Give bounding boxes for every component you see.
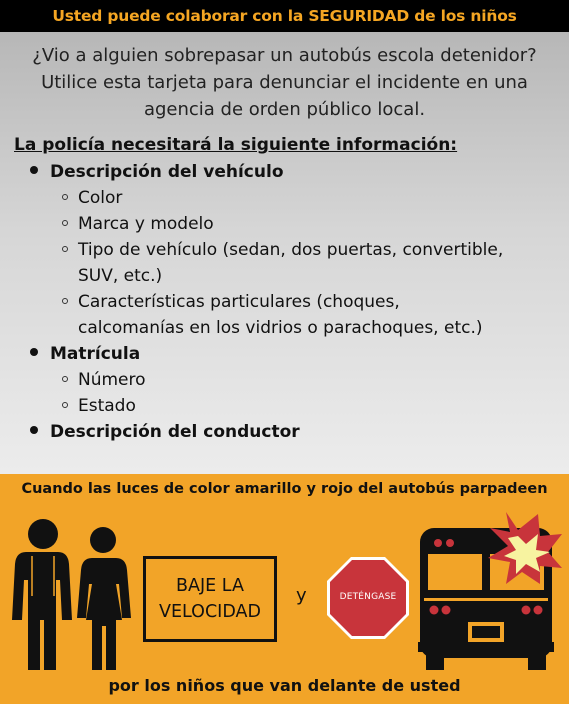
footer-text: por los niños que van delante de usted	[108, 676, 461, 695]
intro-line: ¿Vio a alguien sobrepasar un autobús escola detenidor?	[32, 45, 537, 66]
sub-item	[62, 214, 214, 234]
intro-line: Utilice esta tarjeta para denunciar el incidente en una	[41, 72, 528, 93]
sub-item-continued: calcomanías en los vidrios o parachoques, etc.)	[78, 318, 483, 338]
warning-heading: Cuando las luces de color amarillo y rojo del autobús parpadeen	[21, 481, 548, 497]
sub-item	[62, 396, 136, 416]
sub-item	[62, 188, 122, 208]
sub-item-label: Color	[78, 188, 123, 208]
sub-item-label: Tipo de vehículo (sedan, dos puertas, convertible,	[78, 240, 504, 260]
sub-item	[62, 370, 146, 390]
slow-line: BAJE LA	[176, 576, 244, 596]
circle-bullet-icon	[62, 402, 68, 408]
children-icon	[10, 514, 136, 670]
intro-text	[0, 42, 569, 123]
info-heading: La policía necesitará la siguiente información:	[14, 135, 458, 155]
slow-line: VELOCIDAD	[159, 602, 261, 622]
circle-bullet-icon	[62, 220, 68, 226]
vehicle-label: Descripción del vehículo	[50, 162, 284, 182]
page-title	[0, 0, 569, 32]
school-bus-icon	[414, 510, 564, 672]
circle-bullet-icon	[62, 376, 68, 382]
list-item-driver	[30, 422, 300, 442]
driver-label: Descripción del conductor	[50, 422, 300, 442]
sub-item-continued: SUV, etc.)	[78, 266, 163, 286]
slow-down-box	[143, 556, 277, 642]
bullet-icon	[30, 426, 38, 434]
sub-item	[62, 292, 400, 312]
page-title-text: Usted puede colaborar con la SEGURIDAD de los niños	[52, 7, 517, 25]
stop-label: DETÉNGASE	[339, 592, 397, 602]
and-label: y	[296, 585, 307, 606]
bullet-icon	[30, 166, 38, 174]
list-item-vehicle	[30, 162, 284, 182]
circle-bullet-icon	[62, 194, 68, 200]
sub-item	[62, 240, 503, 260]
sub-item-label: Estado	[78, 396, 136, 416]
sub-item-label: Características particulares (choques,	[78, 292, 400, 312]
circle-bullet-icon	[62, 298, 68, 304]
intro-line: agencia de orden público local.	[143, 99, 426, 120]
sub-item-label: Marca y modelo	[78, 214, 214, 234]
plate-label: Matrícula	[50, 344, 141, 364]
sub-item-label: Número	[78, 370, 146, 390]
bullet-icon	[30, 348, 38, 356]
circle-bullet-icon	[62, 246, 68, 252]
list-item-plate	[30, 344, 140, 364]
